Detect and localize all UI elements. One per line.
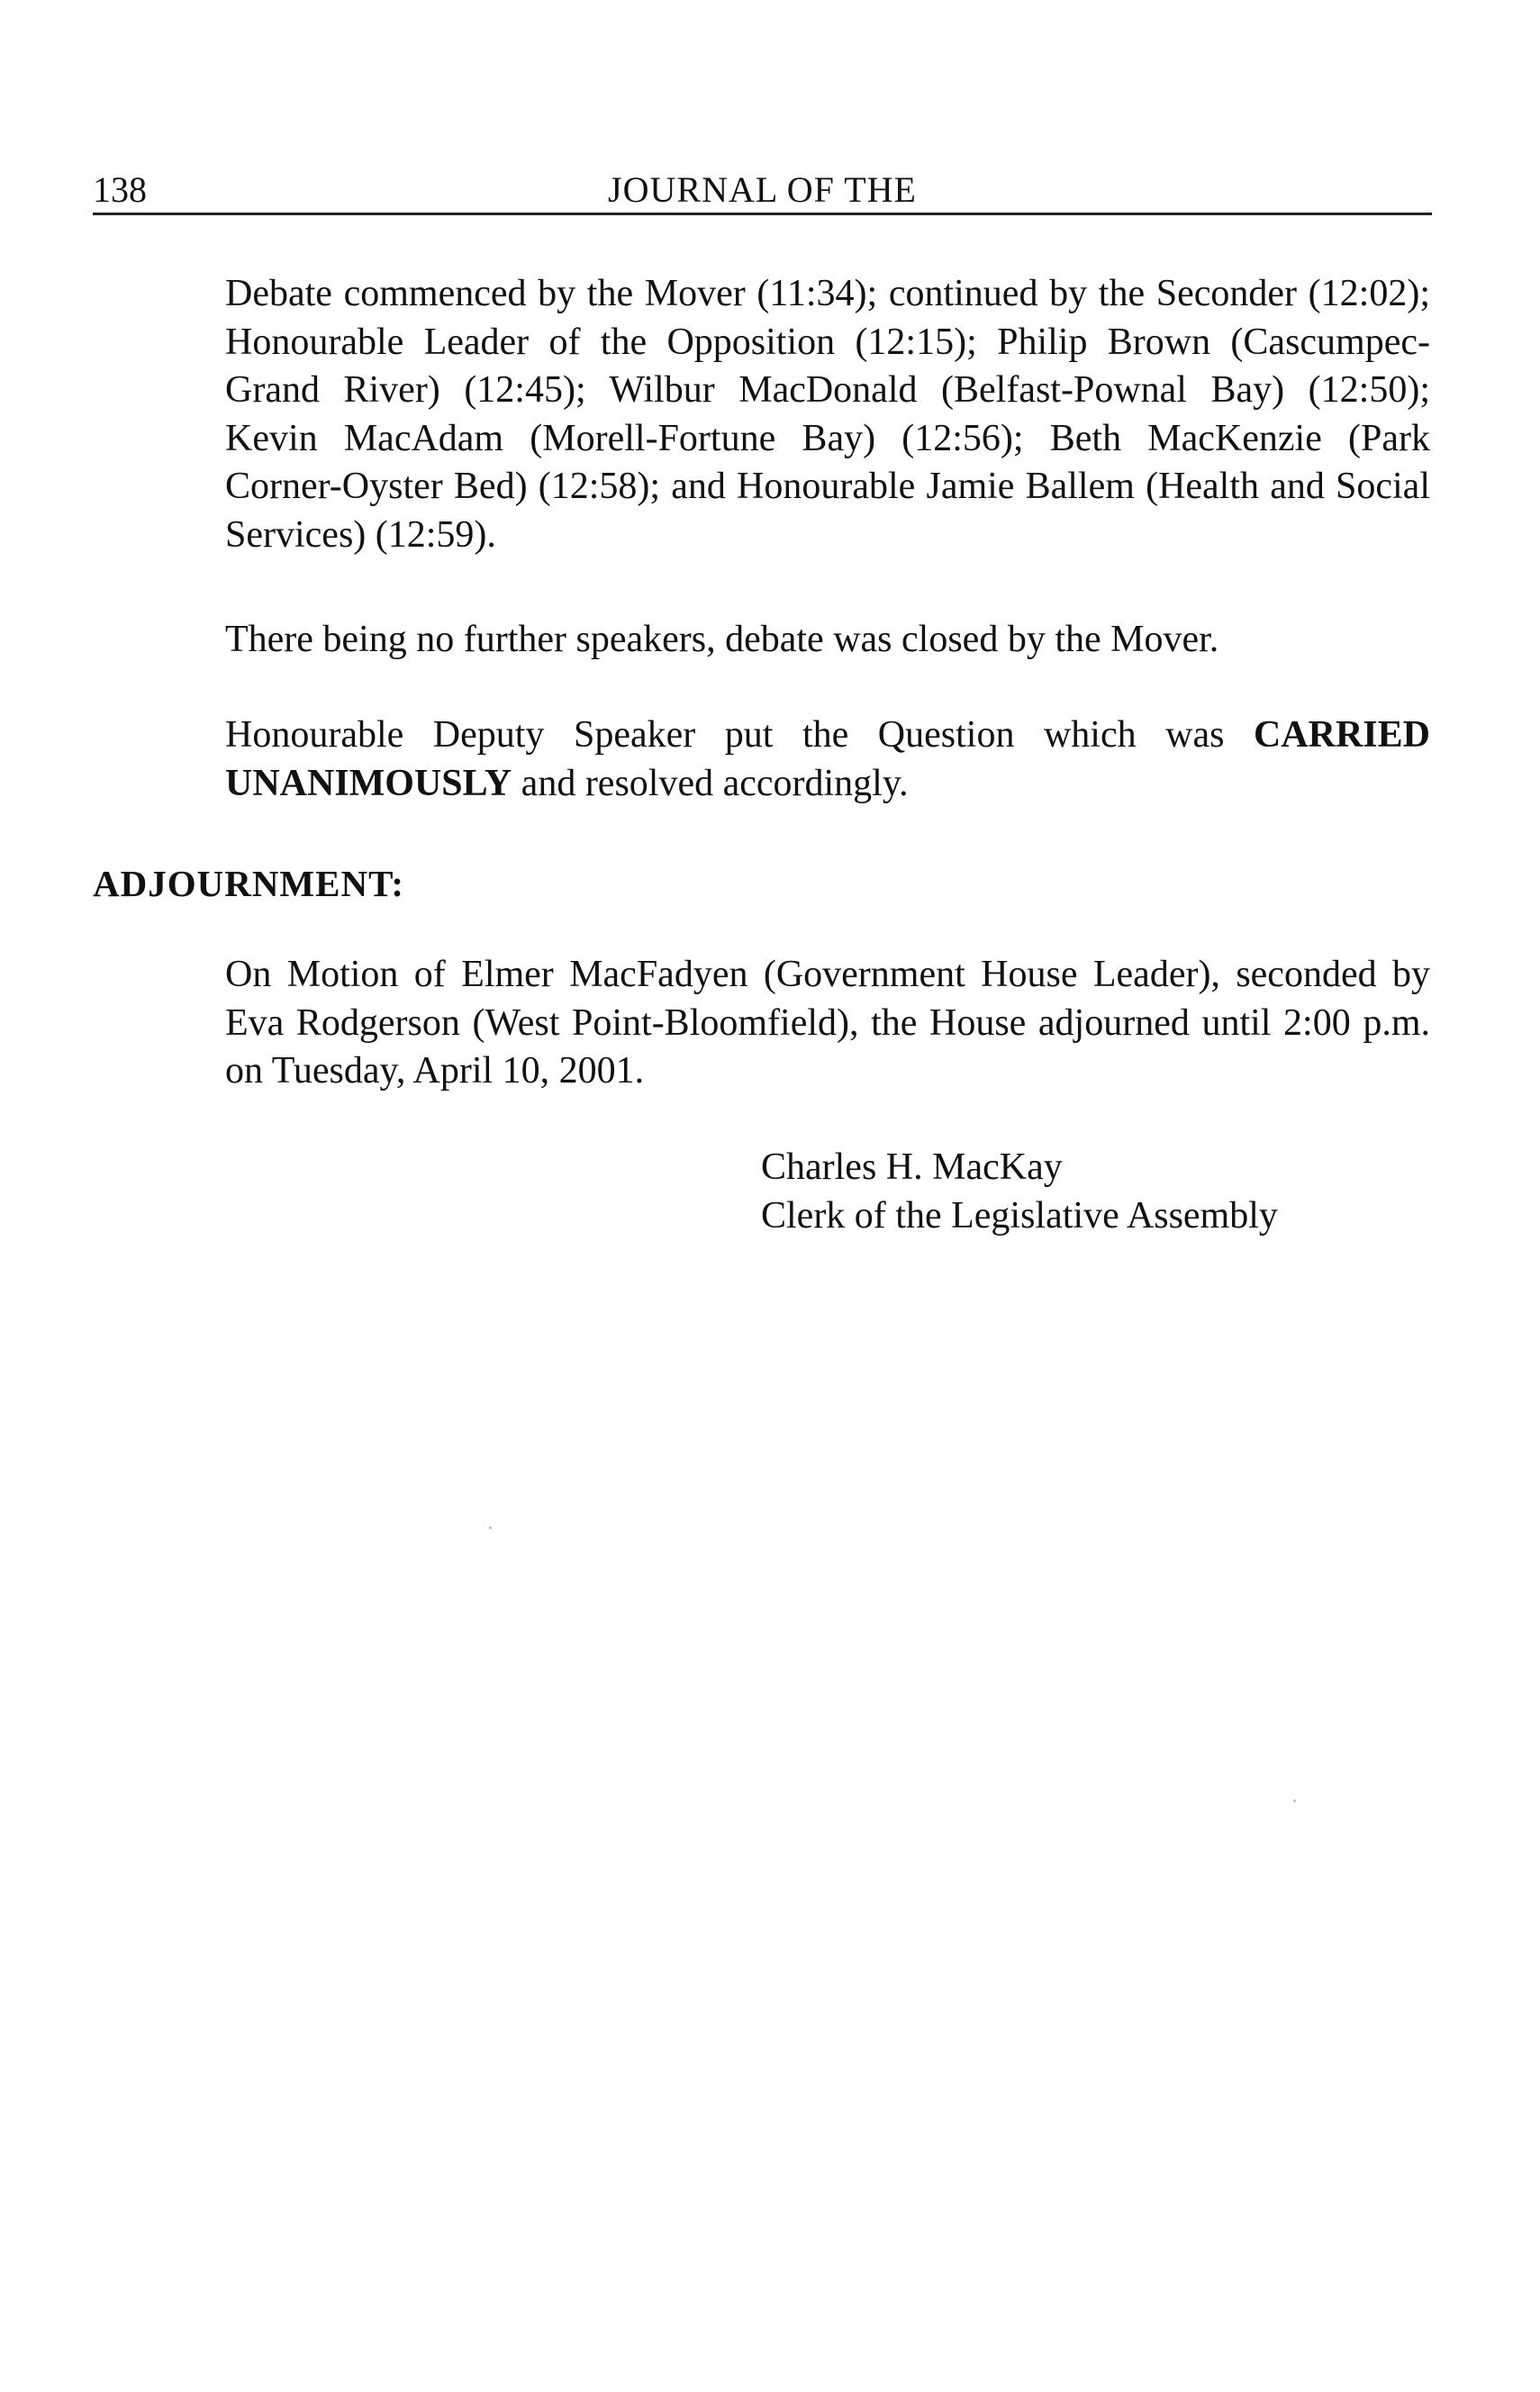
scan-speck (489, 1527, 492, 1529)
scan-speck (1293, 1799, 1296, 1802)
question-text-end: and resolved accordingly. (512, 762, 909, 804)
signatory-title: Clerk of the Legislative Assembly (761, 1194, 1278, 1237)
signatory-name: Charles H. MacKay (761, 1146, 1063, 1188)
adjournment-heading: ADJOURNMENT: (93, 863, 405, 904)
signature-block (761, 1144, 1278, 1240)
running-header (93, 168, 1432, 215)
adjournment-paragraph: On Motion of Elmer MacFadyen (Government House Leader), seconded by Eva Rodgerson (West Point-Bloomfield), the House adjourned until 2:00 p.m. on Tuesday, April 10, 2001. (225, 954, 1430, 1092)
page-number: 138 (93, 169, 147, 210)
question-paragraph (225, 711, 1430, 808)
question-result: CARRIED UNANIMOUSLY (225, 714, 1430, 804)
debate-paragraph: Debate commenced by the Mover (11:34); continued by the Seconder (12:02); Honourable Leader of the Opposition (12:15); Philip Brown (Cascumpec-Grand River) (12:45); Wilbur MacDonald (Belfast-Pownal Bay) (12:50); Kevin MacAdam (Morell-Fortune Bay) (12:56); Beth MacKenzie (Park Corner-Oyster Bed) (12:58); and Honourable Jamie Ballem (Health and Social Services) (12:59). (225, 273, 1430, 556)
debate-closed-paragraph: There being no further speakers, debate was closed by the Mover. (225, 619, 1219, 660)
journal-title: JOURNAL OF THE (608, 169, 917, 210)
question-text: Honourable Deputy Speaker put the Question which was (225, 714, 1254, 756)
